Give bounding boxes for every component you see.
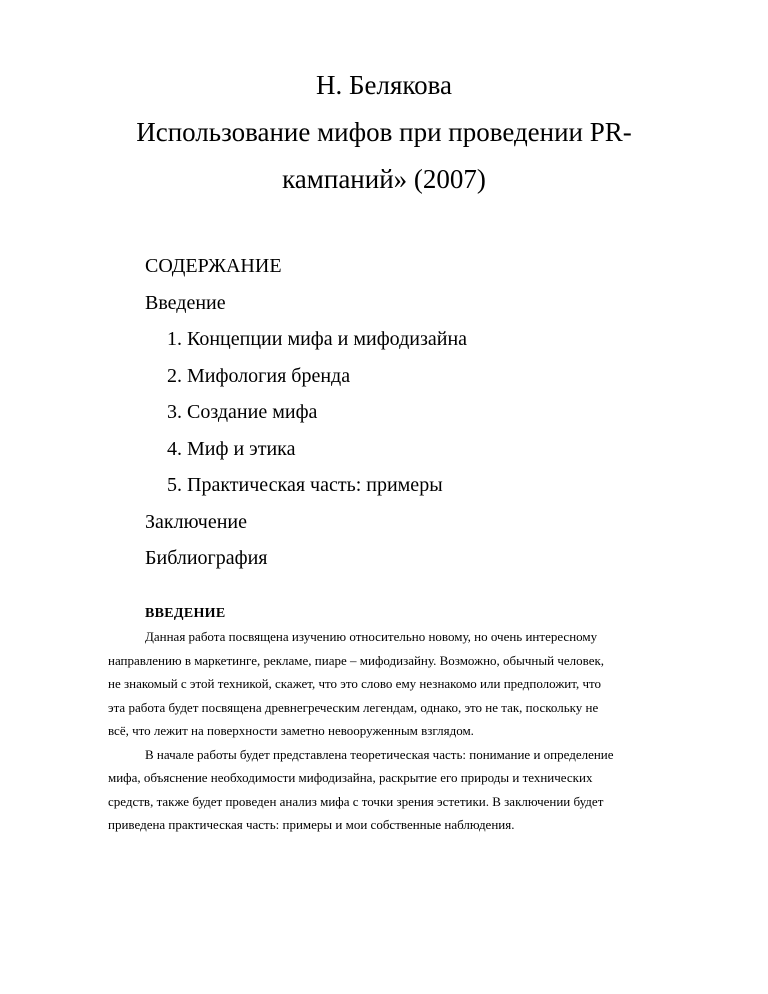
toc-chapter bbox=[145, 358, 467, 395]
toc-chapter bbox=[145, 431, 467, 468]
title-line-1: Использование мифов при проведении PR- bbox=[136, 117, 632, 147]
text-line: мифа, объяснение необходимости мифодизайна, раскрытие его природы и технических bbox=[108, 770, 593, 785]
text-line: средств, также будет проведен анализ мифа с точки зрения эстетики. В заключении будет bbox=[108, 793, 604, 809]
text-line: приведена практическая часть: примеры и мои собственные наблюдения. bbox=[108, 817, 515, 832]
table-of-contents bbox=[145, 248, 467, 577]
toc-chapter-label: Создание мифа bbox=[187, 401, 318, 423]
text-line: эта работа будет посвящена древнегреческим легендам, однако, это не так, поскольку не bbox=[108, 699, 599, 715]
text-line: не знакомый с этой техникой, скажет, что это слово ему незнакомо или предположит, что bbox=[108, 676, 602, 691]
toc-item-conclusion: Заключение bbox=[145, 510, 247, 533]
toc-chapter bbox=[145, 394, 467, 431]
toc-chapter-number: 2. bbox=[167, 364, 182, 387]
author-name: Н. Белякова bbox=[315, 70, 452, 100]
toc-chapter bbox=[145, 467, 467, 504]
document-title bbox=[0, 62, 768, 203]
toc-chapter-label: Практическая часть: примеры bbox=[187, 474, 443, 496]
toc-chapter-number: 5. bbox=[167, 474, 182, 496]
toc-chapter-label: Мифология бренда bbox=[187, 364, 351, 387]
toc-item-introduction: Введение bbox=[145, 291, 226, 314]
toc-chapter bbox=[145, 321, 467, 358]
toc-heading: СОДЕРЖАНИЕ bbox=[145, 255, 282, 277]
toc-chapter-number: 1. bbox=[167, 328, 182, 350]
text-line: В начале работы будет представлена теоретическая часть: понимание и определение bbox=[145, 746, 614, 762]
title-line-2: кампаний» (2007) bbox=[282, 164, 486, 194]
toc-chapter-number: 3. bbox=[167, 401, 182, 423]
toc-chapter-number: 4. bbox=[167, 437, 182, 460]
paragraph-2 bbox=[108, 743, 718, 837]
text-line: направлению в маркетинге, рекламе, пиаре – мифодизайну. Возможно, обычный человек, bbox=[108, 652, 605, 668]
paragraph-1 bbox=[108, 625, 718, 743]
toc-chapter-label: Миф и этика bbox=[187, 437, 296, 460]
toc-chapter-label: Концепции мифа и мифодизайна bbox=[187, 328, 468, 350]
toc-item-bibliography: Библиография bbox=[145, 547, 268, 569]
text-line: Данная работа посвящена изучению относительно новому, но очень интересному bbox=[145, 629, 598, 644]
section-heading-introduction: ВВЕДЕНИЕ bbox=[145, 606, 226, 621]
introduction-body bbox=[108, 625, 718, 837]
text-line: всё, что лежит на поверхности заметно невооруженным взглядом. bbox=[108, 723, 474, 738]
